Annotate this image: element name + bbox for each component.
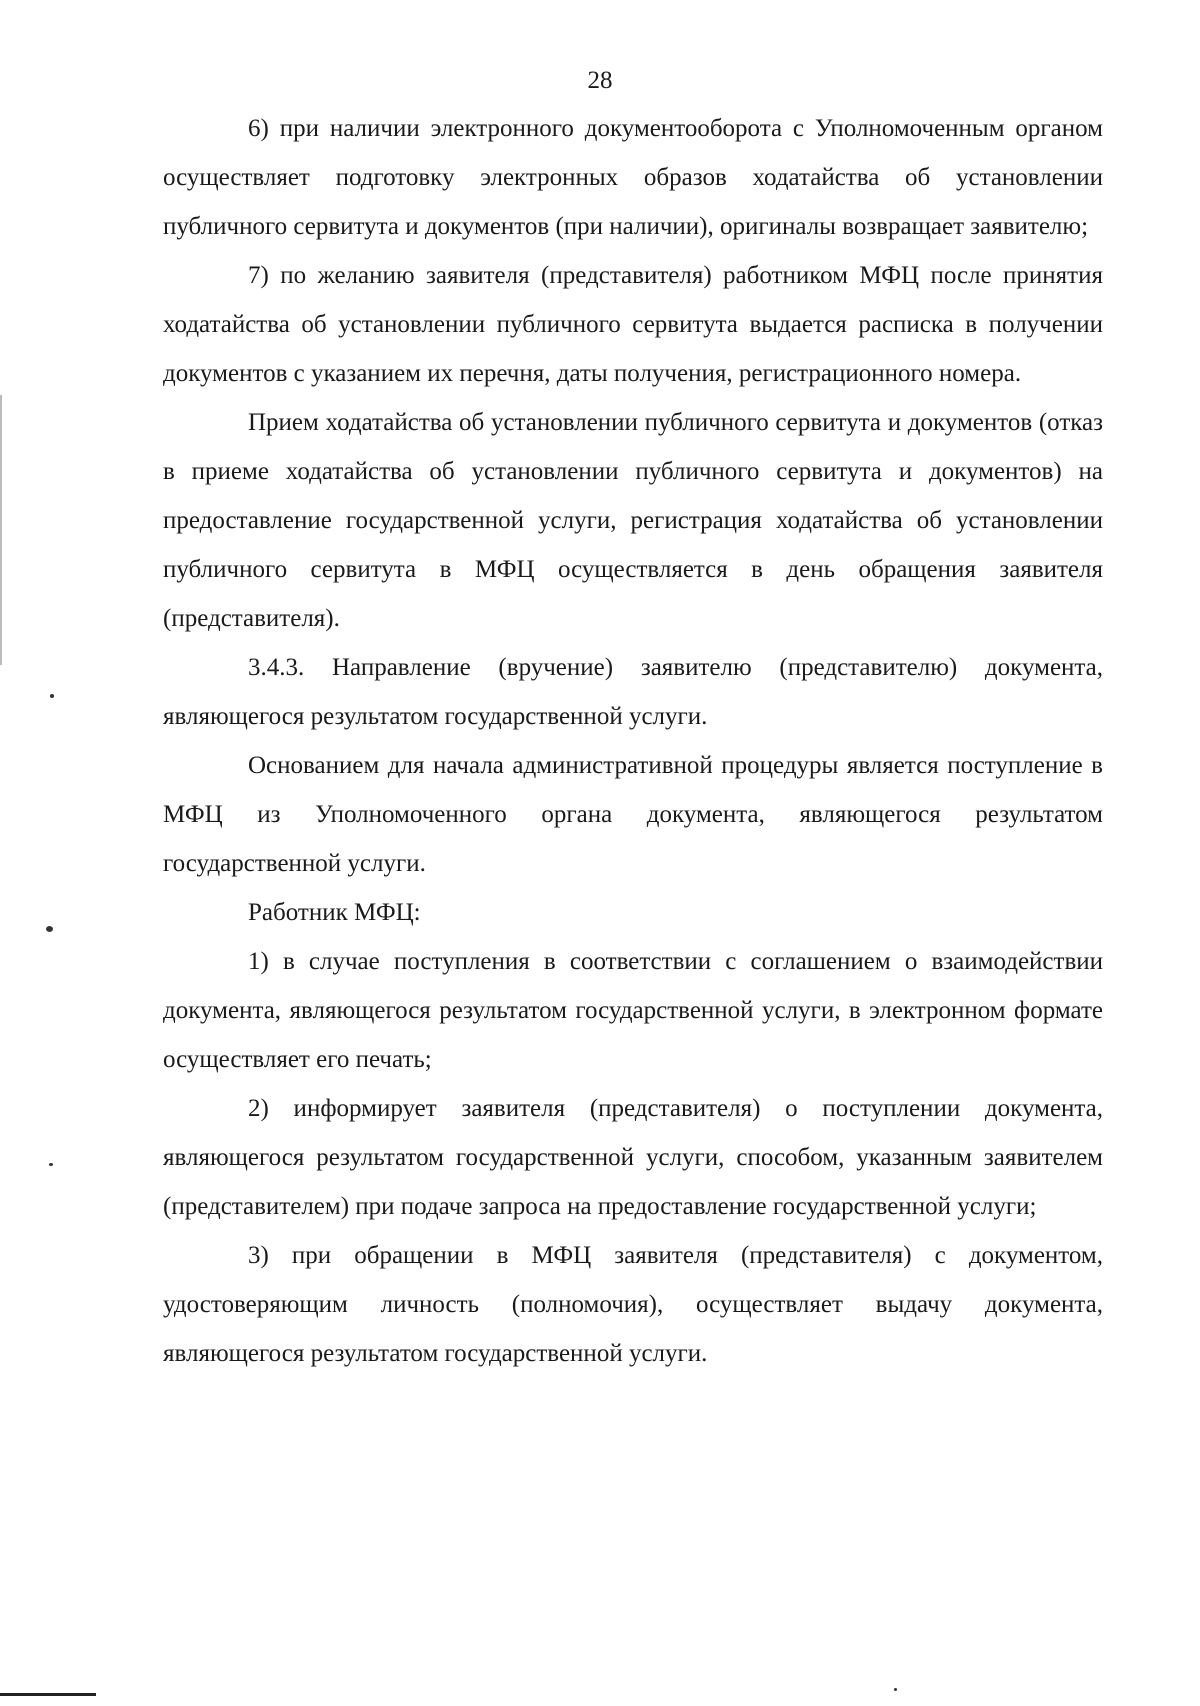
scan-speck xyxy=(46,926,53,932)
paragraph-item-1: 1) в случае поступления в соответствии с соглашением о взаимодействии документа, являющегося результатом государственной услуги, в электронном формате осуществляет его печать; xyxy=(163,948,1103,1073)
section-heading-3-4-3: 3.4.3. Направление (вручение) заявителю (представителю) документа, являющегося результатом государственной услуги. xyxy=(163,654,1103,730)
scan-speck xyxy=(50,694,54,698)
page-number: 28 xyxy=(587,67,613,94)
scan-bottom-line xyxy=(0,1693,96,1696)
paragraph-item-6: 6) при наличии электронного документооборота с Уполномоченным органом осуществляет подготовку электронных образов ходатайства об установлении публичного сервитута и документов (при наличии), оригиналы возвращает заявителю; xyxy=(163,115,1103,240)
scan-speck xyxy=(49,1163,53,1166)
paragraph-reception: Прием ходатайства об установлении публичного сервитута и документов (отказ в приеме ходатайства об установлении публичного сервитута и документов) на предоставление государственной услуги, регистрация ходатайства об установлении публичного сервитута в МФЦ осуществляется в день обращения заявителя (представителя). xyxy=(163,409,1103,632)
document-body xyxy=(163,104,1103,1378)
paragraph-item-7: 7) по желанию заявителя (представителя) работником МФЦ после принятия ходатайства об установлении публичного сервитута выдается расписка в получении документов с указанием их перечня, даты получения, регистрационного номера. xyxy=(163,262,1103,387)
paragraph-item-3: 3) при обращении в МФЦ заявителя (представителя) с документом, удостоверяющим личность (полномочия), осуществляет выдачу документа, являющегося результатом государственной услуги. xyxy=(163,1242,1103,1367)
paragraph-worker-mfc: Работник МФЦ: xyxy=(248,899,421,926)
scan-edge-shadow xyxy=(0,395,2,665)
paragraph-item-2: 2) информирует заявителя (представителя) о поступлении документа, являющегося результатом государственной услуги, способом, указанным заявителем (представителем) при подаче запроса на предоставление государственной услуги; xyxy=(163,1095,1103,1220)
scan-speck xyxy=(894,1688,897,1691)
paragraph-basis: Основанием для начала административной процедуры является поступление в МФЦ из Уполномоченного органа документа, являющегося результатом государственной услуги. xyxy=(163,752,1103,877)
